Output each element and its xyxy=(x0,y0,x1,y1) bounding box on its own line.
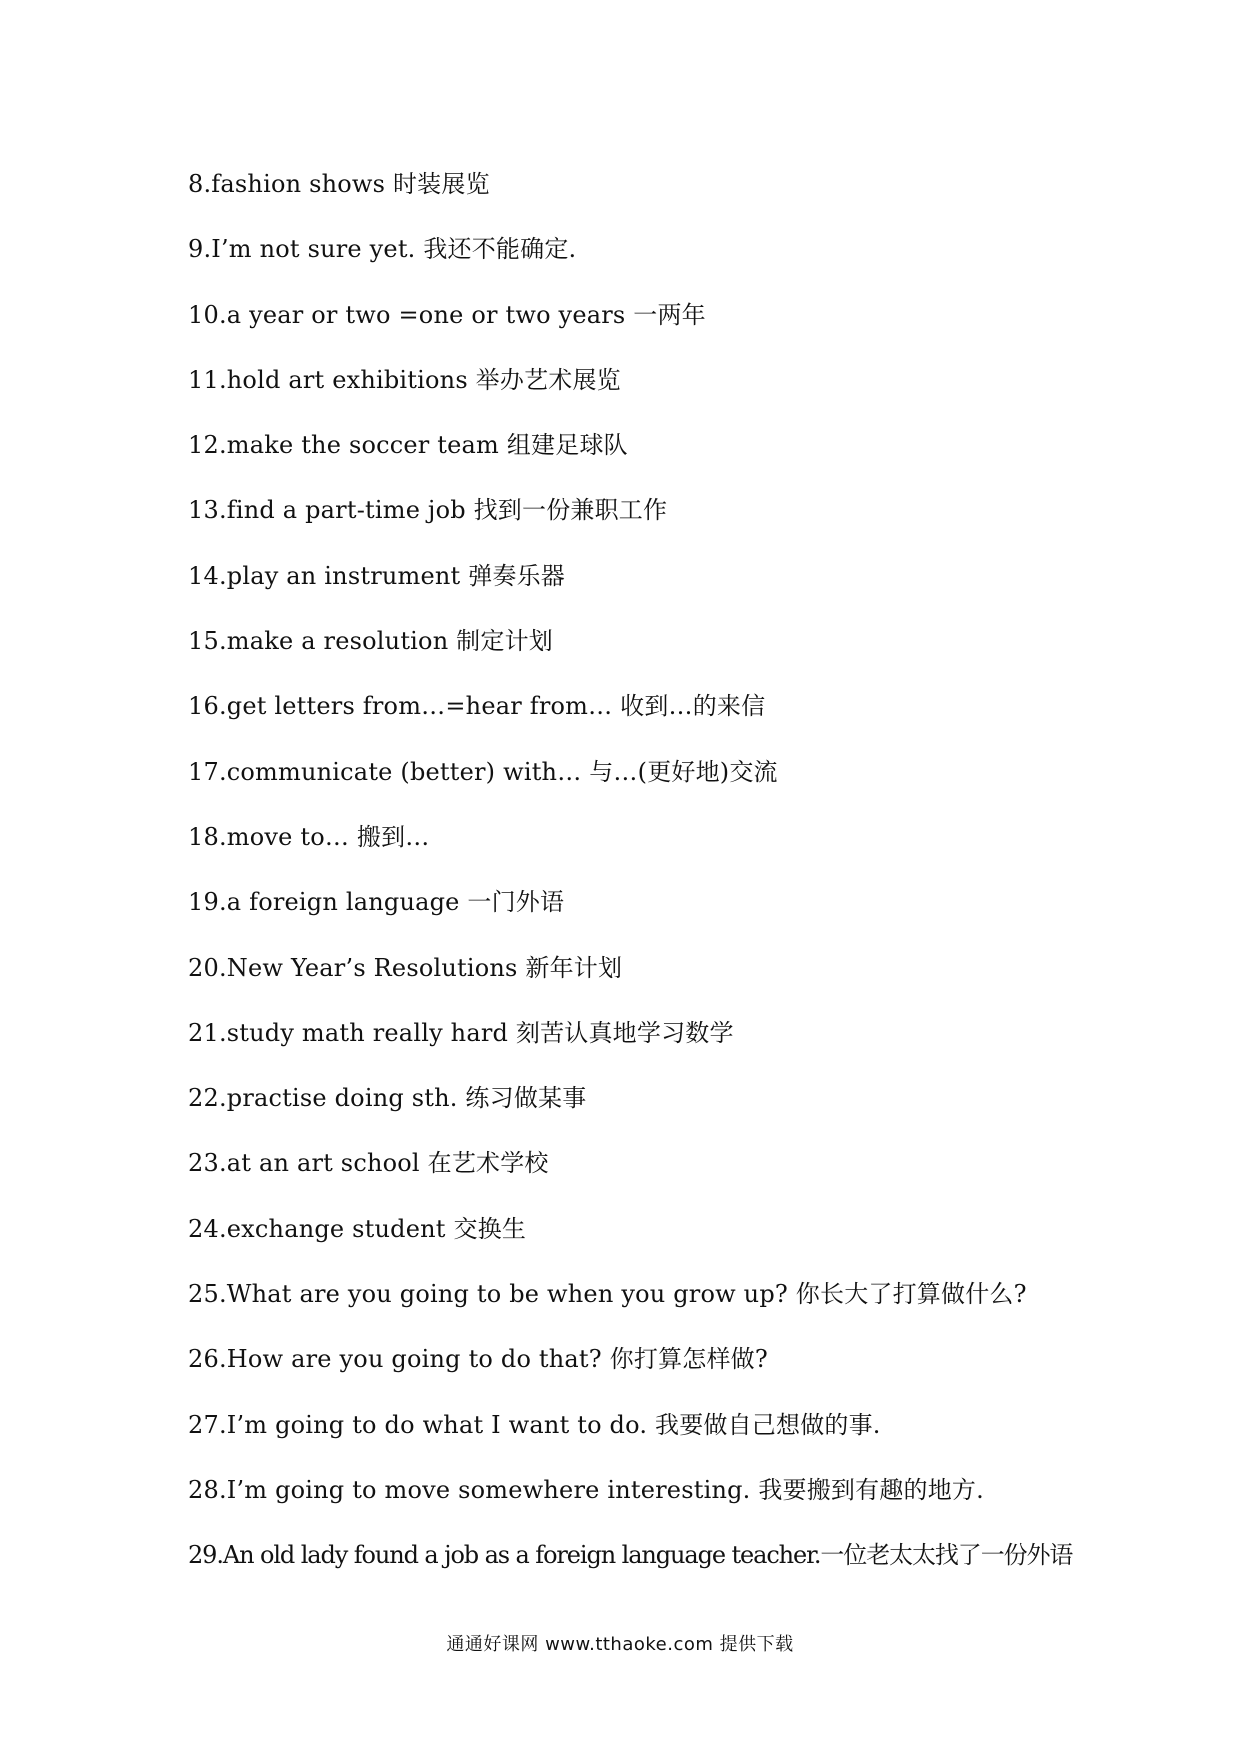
list-item: 9.I’m not sure yet. 我还不能确定. xyxy=(188,235,577,264)
page-footer: 通通好课网 www.tthaoke.com 提供下载 xyxy=(446,1634,794,1655)
list-item: 28.I’m going to move somewhere interesting. 我要搬到有趣的地方. xyxy=(188,1475,984,1504)
list-item: 26.How are you going to do that? 你打算怎样做? xyxy=(188,1345,768,1374)
list-item: 29.An old lady found a job as a foreign language teacher.一位老太太找了一份外语 xyxy=(188,1541,1073,1570)
list-item: 15.make a resolution 制定计划 xyxy=(188,627,553,656)
list-item: 24.exchange student 交换生 xyxy=(188,1214,527,1243)
list-item: 13.find a part-time job 找到一份兼职工作 xyxy=(188,496,668,525)
list-item: 17.communicate (better) with… 与…(更好地)交流 xyxy=(188,757,778,786)
list-item: 21.study math really hard 刻苦认真地学习数学 xyxy=(188,1018,734,1047)
list-item: 20.New Year’s Resolutions 新年计划 xyxy=(188,953,623,982)
list-item: 22.practise doing sth. 练习做某事 xyxy=(188,1084,587,1113)
list-item: 23.at an art school 在艺术学校 xyxy=(188,1149,549,1178)
list-item: 18.move to… 搬到… xyxy=(188,822,430,851)
list-item: 8.fashion shows 时装展览 xyxy=(188,170,490,198)
list-item: 11.hold art exhibitions 举办艺术展览 xyxy=(188,365,621,394)
list-item: 25.What are you going to be when you grow up? 你长大了打算做什么? xyxy=(188,1280,1027,1309)
list-item: 10.a year or two =one or two years 一两年 xyxy=(188,300,706,329)
list-item: 14.play an instrument 弹奏乐器 xyxy=(188,561,566,590)
list-item: 12.make the soccer team 组建足球队 xyxy=(188,431,628,460)
phrase-list xyxy=(188,164,1188,1601)
list-item: 27.I’m going to do what I want to do. 我要做自己想做的事. xyxy=(188,1410,881,1439)
list-item: 19.a foreign language 一门外语 xyxy=(188,888,565,917)
list-item: 16.get letters from…=hear from… 收到…的来信 xyxy=(188,692,766,721)
